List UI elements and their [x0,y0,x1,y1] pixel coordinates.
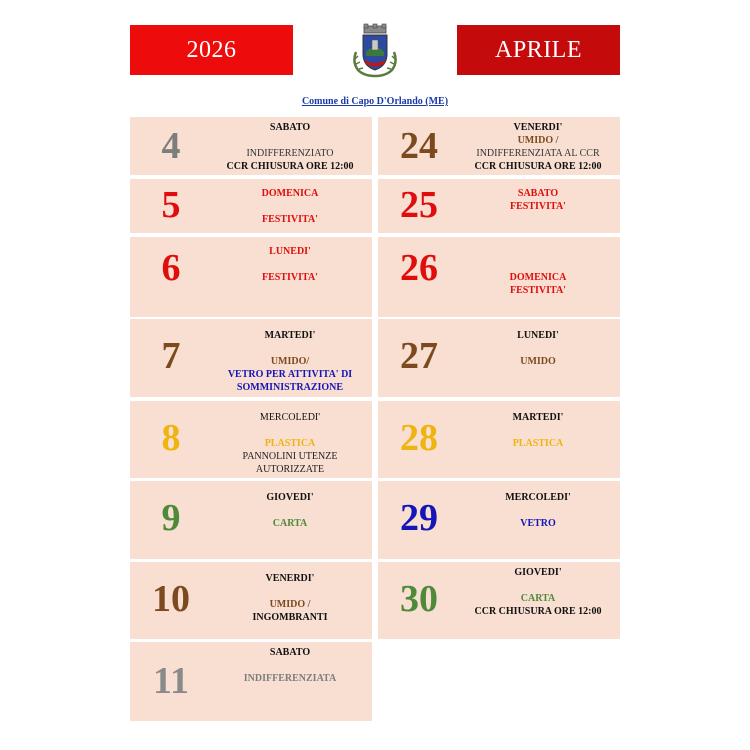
day-note-line [212,134,368,147]
day-number: 4 [161,125,181,167]
day-number: 24 [400,125,438,167]
day-cell-30 [378,562,620,639]
day-notes [460,491,616,530]
day-notes [460,411,616,450]
day-notes [460,245,616,297]
day-number: 9 [161,497,181,539]
day-number: 5 [161,184,181,226]
day-note-line [460,424,616,437]
day-cell-8 [130,401,372,478]
municipality-link[interactable]: Comune di Capo D'Orlando (ME) [301,96,449,107]
day-note-line: PLASTICA [512,438,564,449]
day-note-line [460,342,616,355]
day-note-line: MARTEDI' [264,330,316,341]
day-note-line: GIOVEDI' [514,567,562,578]
day-notes [212,245,368,284]
day-cell-25 [378,179,620,233]
day-note-line [212,258,368,271]
day-note-line: GIOVEDI' [266,492,314,503]
day-note-line: MARTEDI' [512,412,564,423]
day-note-line: CARTA [520,593,556,604]
day-note-line [212,200,368,213]
day-note-line: VENERDI' [265,573,315,584]
day-number: 11 [153,660,189,702]
day-note-line: PLASTICA [264,438,316,449]
day-note-line: AUTORIZZATE [255,464,325,475]
day-note-line [212,424,368,437]
day-note-line: CCR CHIUSURA ORE 12:00 [474,161,602,172]
day-note-line: FESTIVITA' [510,285,566,296]
day-note-line: SABATO [269,122,311,133]
day-cell-24 [378,117,620,175]
day-note-line [460,579,616,592]
day-note-line: INDIFFERENZIATA AL CCR [476,148,600,159]
day-notes [212,121,368,173]
day-note-line: VETRO PER ATTIVITA' DI [227,369,353,380]
day-note-line: INGOMBRANTI [252,612,328,623]
day-note-line: CCR CHIUSURA ORE 12:00 [474,606,602,617]
day-note-line: SOMMINISTRAZIONE [236,382,344,393]
day-notes [212,329,368,394]
coat-of-arms-icon [350,22,400,78]
day-number: 30 [400,578,438,620]
day-number: 29 [400,497,438,539]
year-label: 2026 [186,36,237,63]
day-note-line: CARTA [272,518,308,529]
day-note-line: SABATO [269,647,311,658]
day-cell-10 [130,562,372,639]
day-cell-28 [378,401,620,478]
day-note-line: DOMENICA [509,272,567,283]
day-cell-29 [378,481,620,559]
day-notes [212,187,368,226]
day-note-line: INDIFFERENZIATO [246,148,334,159]
year-banner [130,25,293,75]
day-note-line: FESTIVITA' [262,214,318,225]
day-note-line [460,245,616,258]
day-number: 25 [400,184,438,226]
day-note-line [212,504,368,517]
day-note-line: LUNEDI' [269,246,311,257]
day-number: 8 [161,417,181,459]
day-number: 28 [400,417,438,459]
calendar-grid [130,117,620,721]
day-notes [212,572,368,624]
day-number: 6 [161,247,181,289]
day-notes [460,187,616,213]
day-cell-11 [130,642,372,721]
day-note-line: VENERDI' [513,122,563,133]
day-note-line: FESTIVITA' [262,272,318,283]
day-note-line: UMIDO [520,356,556,367]
day-number: 7 [161,335,181,377]
day-cell-6 [130,237,372,317]
day-notes [212,646,368,685]
day-note-line [212,585,368,598]
day-note-line: MERCOLEDI' [505,492,571,503]
day-cell-5 [130,179,372,233]
day-note-line [460,504,616,517]
day-note-line [460,258,616,271]
day-note-line: UMIDO/ [270,356,310,367]
day-note-line: SABATO [517,188,559,199]
day-cell-4 [130,117,372,175]
day-notes [212,491,368,530]
day-note-line: DOMENICA [261,188,319,199]
day-note-line: VETRO [520,518,556,529]
day-cell-27 [378,319,620,397]
day-number: 10 [152,578,190,620]
month-label: APRILE [495,36,582,63]
day-cell-9 [130,481,372,559]
day-notes [212,411,368,476]
day-note-line: UMIDO / [517,135,559,146]
month-banner [457,25,620,75]
day-note-line: UMIDO / [269,599,311,610]
day-notes [460,121,616,173]
day-note-line: MERCOLEDI' [259,412,321,423]
day-cell-7 [130,319,372,397]
day-number: 26 [400,247,438,289]
day-note-line: CCR CHIUSURA ORE 12:00 [226,161,354,172]
day-notes [460,566,616,618]
day-notes [460,329,616,368]
day-note-line [212,659,368,672]
day-note-line [212,342,368,355]
day-number: 27 [400,335,438,377]
day-note-line: PANNOLINI UTENZE [242,451,338,462]
day-note-line: LUNEDI' [517,330,559,341]
day-note-line: INDIFFERENZIATA [243,673,337,684]
day-cell-26 [378,237,620,317]
day-note-line: FESTIVITA' [510,201,566,212]
